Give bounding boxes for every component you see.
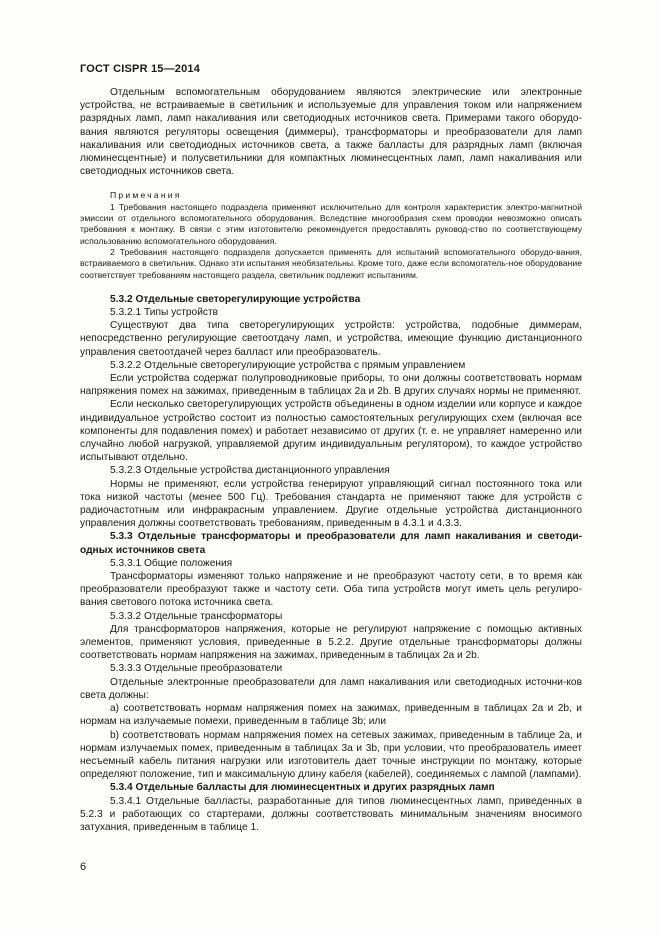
section-5-3-3-3-text: Отдельные электронные преобразователи для ламп накаливания или светодиодных источни-ков света должны: — [80, 676, 582, 701]
section-5-3-3-3-heading: 5.3.3.3 Отдельные преобразователи — [110, 663, 283, 675]
section-5-3-4-1-text: 5.3.4.1 Отдельные балласты, разработанные для типов люминесцентных ламп, приведенных в 5.2.3 и работающих со стартерами, должны соответствовать минимальным значениям вносимого затухания, приведенным в таблице 1. — [80, 795, 582, 833]
note-2: 2 Требования настоящего подраздела допускается применять для испытаний вспомогательного оборудо-вания, встраиваемого в светильник. Однако эти испытания необязательны. Кроме того, даже если вспомогатель-ное оборудование соответствует требованиям настоящего раздела, светильник подлежит испытаниям. — [80, 246, 582, 280]
section-5-3-3-heading: 5.3.3 Отдельные трансформаторы и преобразователи для ламп накаливания и светоди-одных источников света — [80, 531, 582, 556]
section-5-3-2-2-text-1: Если устройства содержат полупроводниковые приборы, то они должны соответствовать нормам напряжения помех на зажимах, приведенным в таблицах 2а и 2b. В других случаях нормы не применяют. — [80, 373, 582, 398]
standard-title: ГОСТ CISPR 15—2014 — [80, 63, 201, 75]
section-5-3-2-3-text: Нормы не применяют, если устройства генерируют управляющий сигнал постоянного тока или тока низкой частоты (менее 500 Гц). Требования стандарта не применяют также для устройств с радиочастотным или инфракрасным управлением. Другие отдельные устройства дистанционного управления должны соответствовать требованиям, приведенным в 4.3.1 и 4.3.3. — [80, 478, 582, 530]
section-5-3-3-1-text: Трансформаторы изменяют только напряжение и не преобразуют частоту сети, в то время как преобразователи преобразуют также и частоту сети. Оба типа устройств могут иметь цель регулиро-вания светового потока источника света. — [80, 571, 582, 609]
notes-block — [80, 190, 582, 280]
list-item-a: a) соответствовать нормам напряжения помех на зажимах, приведенным в таблицах 2а и 2b, и нормам на излучаемые помехи, приведенным в таблице 3b; или — [80, 703, 582, 728]
section-5-3-2-1-heading: 5.3.2.1 Типы устройств — [110, 307, 219, 318]
section-5-3-2-2-heading: 5.3.2.2 Отдельные светорегулирующие устройства с прямым управлением — [110, 359, 466, 371]
note-1: 1 Требования настоящего подраздела применяют исключительно для контроля характеристик электро-магнитной эмиссии от отдельного вспомогательного оборудования. Вследствие многообразия схем проводки невозможно описать требования к монтажу. В связи с этим изготовителю рекомендуется предоставлять руковод-ство по соответствующему использованию вспомогательного оборудования. — [80, 201, 582, 246]
section-5-3-3-2-heading: 5.3.3.2 Отдельные трансформаторы — [110, 610, 283, 622]
section-5-3-4-heading: 5.3.4 Отдельные балласты для люминесцентных и других разрядных ламп — [110, 782, 495, 794]
page-number: 6 — [80, 861, 87, 873]
section-5-3-3-2-text: Для трансформаторов напряжения, которые не регулируют напряжение с помощью активных элементов, применяют условия, приведенные в 5.2.2. Другие отдельные трансформаторы должны соответствовать нормам напряжения на зажимах, приведенным в таблицах 2а и 2b. — [80, 623, 582, 662]
list-item-b: b) соответствовать нормам напряжения помех на сетевых зажимах, приведенным в таблице 2а, и нормам излучаемых помех, приведенным в таблицах 3а и 3b, при условии, что преобразователь имеет несъемный кабель питания нагрузки или изготовитель дает точные инструкции по монтажу, которые определяют положение, тип и максимальную длину кабеля (кабелей), соединяемых с лампой (лампами). — [80, 729, 582, 781]
section-5-3-3-1-heading: 5.3.3.1 Общие положения — [110, 557, 233, 569]
section-5-3-2-heading: 5.3.2 Отдельные светорегулирующие устройства — [110, 293, 361, 305]
document-body — [80, 86, 582, 834]
section-5-3-2-2-text-2: Если несколько светорегулирующих устройств объединены в одном изделии или корпусе и каждое индивидуальное устройство состоит из полностью самостоятельных регулирующих схем (включая все компоненты для подавления помех) и работает независимо от других (т. е. не управляет намеренно или случайно любой нагрузкой, управляемой другим индивидуальным регулятором), то каждое устройство испытывают отдельно. — [80, 399, 582, 464]
section-5-3-2-3-heading: 5.3.2.3 Отдельные устройства дистанционного управления — [110, 465, 390, 477]
section-5-3-2-1-text: Существуют два типа светорегулирующих устройств: устройства, подобные диммерам, непосредственно регулирующие светоотдачу ламп, и устройства, имеющие функцию дистанционного управления светоотдачей через балласт или преобразователь. — [80, 320, 582, 358]
notes-title: Примечания — [110, 190, 182, 201]
intro-paragraph: Отдельным вспомогательным оборудованием являются электрические или электронные устройства, не встраиваемые в светильник и используемые для управления током или напряжением разрядных ламп, ламп накаливания или светодиодных источников света. Примерами такого оборудо-вания являются регуляторы освещения (диммеры), трансформаторы и преобразователи для ламп накаливания или светодиодных источников света, а также балласты для разрядных ламп (включая люминесцентные) и полусветильники для компактных люминесцентных ламп, ламп накаливания или светодиодных источников света. — [80, 87, 582, 178]
